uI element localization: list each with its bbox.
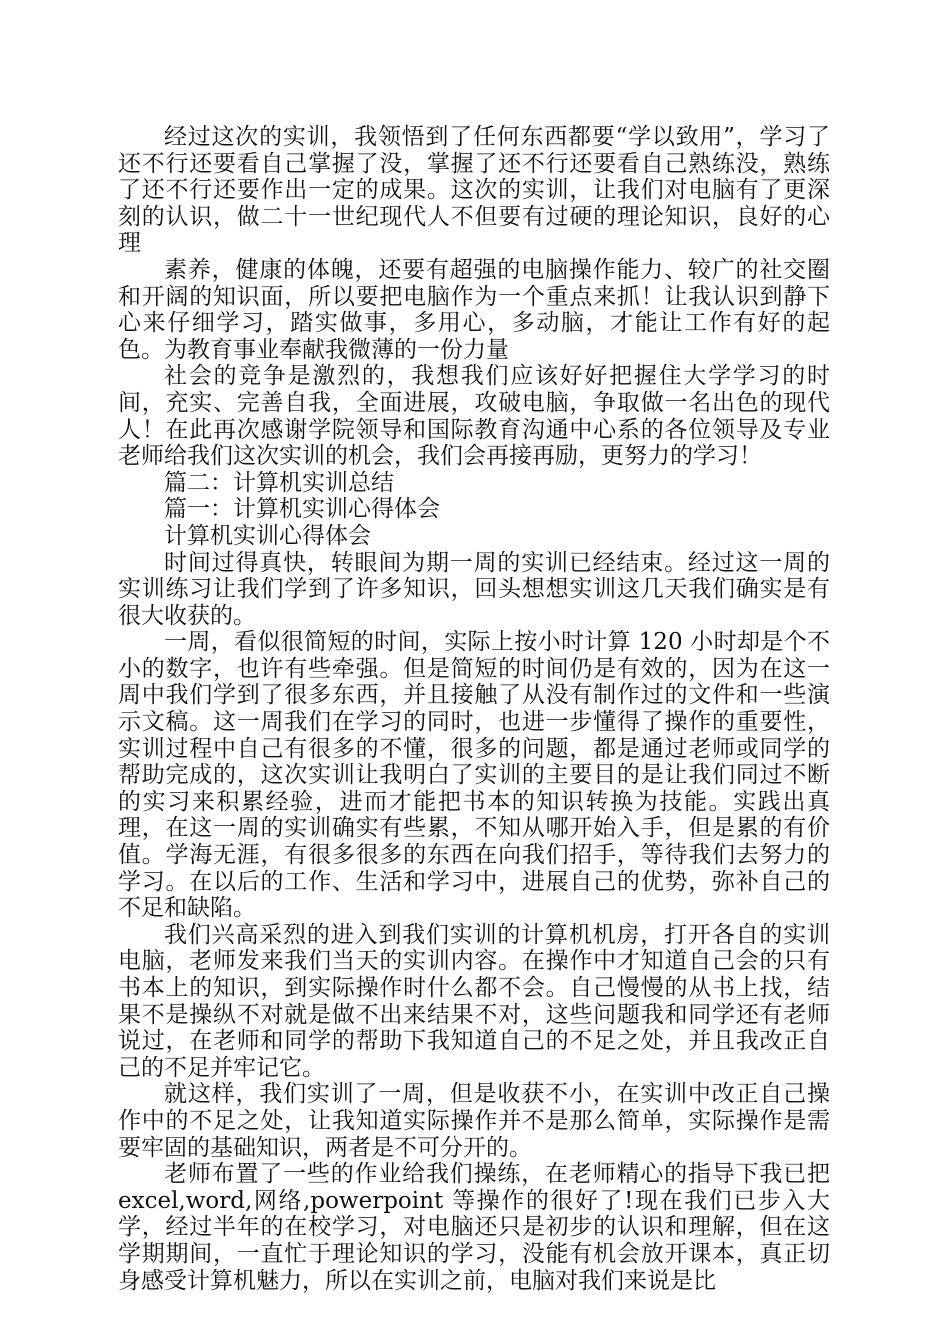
paragraph-6: 我们兴高采烈的进入到我们实训的计算机机房，打开各自的实训电脑，老师发来我们当天的实训内容。在操作中才知道自己会的只有书本上的知识，到实际操作时什么都不会。自己慢慢的从书上找，结果不是操纵不对就是做不出来结果不对，这些问题我和同学还有老师说过，在老师和同学的帮助下我知道自己的不足之处，并且我改正自己的不足并牢记它。	[118, 921, 830, 1081]
paragraph-2: 素养，健康的体魄，还要有超强的电脑操作能力、较广的社交圈和开阔的知识面，所以要把电脑作为一个重点来抓！让我认识到静下心来仔细学习，踏实做事，多用心，多动脑，才能让工作有好的起色。为教育事业奉献我微薄的一份力量	[118, 256, 830, 363]
article-title: 计算机实训心得体会	[164, 522, 371, 549]
section-heading-2: 篇二：计算机实训总结	[164, 469, 394, 496]
paragraph-1: 经过这次的实训，我领悟到了任何东西都要“学以致用”，学习了还不行还要看自己掌握了没，掌握了还不行还要看自己熟练没，熟练了还不行还要作出一定的成果。这次的实训，让我们对电脑有了更深刻的认识，做二十一世纪现代人不但要有过硬的理论知识，良好的心理	[118, 124, 830, 257]
document-body	[118, 124, 830, 1294]
paragraph-5: 一周，看似很简短的时间，实际上按小时计算 120 小时却是个不小的数字，也许有些牵强。但是简短的时间仍是有效的，因为在这一周中我们学到了很多东西，并且接触了从没有制作过的文件和一些演示文稿。这一周我们在学习的同时，也进一步懂得了操作的重要性，实训过程中自己有很多的不懂，很多的问题，都是通过老师或同学的帮助完成的，这次实训让我明白了实训的主要目的是让我们同过不断的实习来积累经验，进而才能把书本的知识转换为技能。实践出真理，在这一周的实训确实有些累，不知从哪开始入手，但是累的有价值。学海无涯，有很多很多的东西在向我们招手，等待我们去努力的学习。在以后的工作、生活和学习中，进展自己的优势，弥补自己的不足和缺陷。	[118, 629, 830, 922]
paragraph-7: 就这样，我们实训了一周，但是收获不小，在实训中改正自己操作中的不足之处，让我知道实际操作并不是那么简单，实际操作是需要牢固的基础知识，两者是不可分开的。	[118, 1081, 830, 1161]
section-heading-1: 篇一：计算机实训心得体会	[164, 496, 440, 523]
paragraph-8: 老师布置了一些的作业给我们操练，在老师精心的指导下我已把 excel,word,网络,powerpoint 等操作的很好了!现在我们已步入大学，经过半年的在校学习，对电脑还只是初步的认识和理解，但在这学期期间，一直忙于理论知识的学习，没能有机会放开课本，真正切身感受计算机魅力，所以在实训之前，电脑对我们来说是比	[118, 1161, 830, 1294]
paragraph-4: 时间过得真快，转眼间为期一周的实训已经结束。经过这一周的实训练习让我们学到了许多知识，回头想想实训这几天我们确实是有很大收获的。	[118, 549, 830, 629]
paragraph-3: 社会的竞争是激烈的，我想我们应该好好把握住大学学习的时间，充实、完善自我，全面进展，攻破电脑，争取做一名出色的现代人！在此再次感谢学院领导和国际教育沟通中心系的各位领导及专业老师给我们这次实训的机会，我们会再接再励，更努力的学习！	[118, 363, 830, 470]
